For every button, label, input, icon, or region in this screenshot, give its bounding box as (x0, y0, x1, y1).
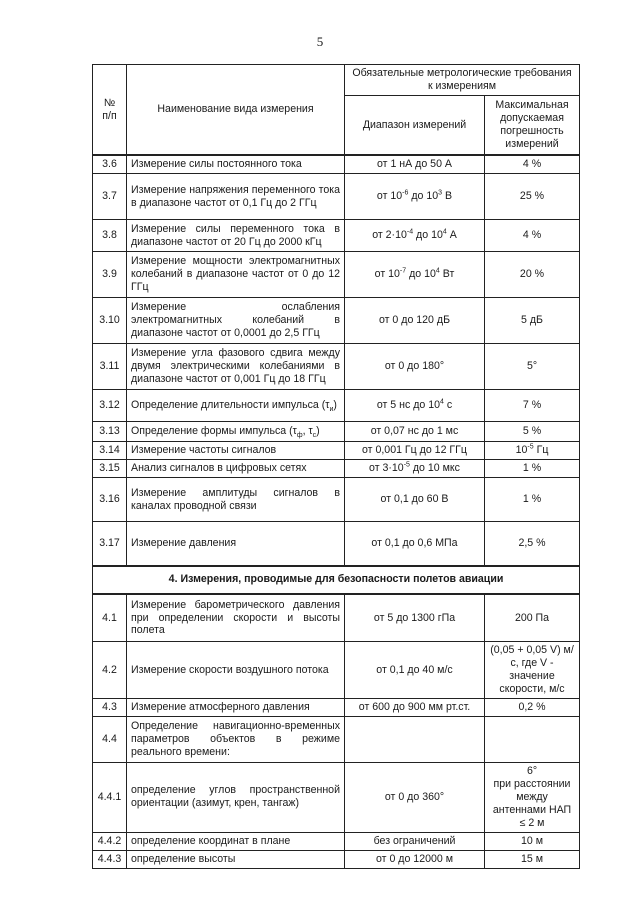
row-range: от $3\cdot 10^{-5}$ до 10 мкс (345, 460, 485, 478)
row-error (485, 716, 580, 762)
table-row (93, 478, 580, 522)
row-range: от 0 до 120 дБ (345, 298, 485, 344)
table-row (93, 716, 580, 762)
table-row (93, 594, 580, 642)
table-row (93, 762, 580, 832)
row-num: 3.13 (93, 422, 127, 442)
table-row (93, 390, 580, 422)
row-range: от 0 до 360° (345, 762, 485, 832)
table-row (93, 832, 580, 850)
row-error: 1 % (485, 460, 580, 478)
row-range: от 5 нс до $10^4$ с (345, 390, 485, 422)
row-range: от $10^{-7}$ до $10^4$ Вт (345, 252, 485, 298)
table-row (93, 155, 580, 173)
row-error: 6° при расстоянии между антеннами НАП ≤ 2 м (485, 762, 580, 832)
table-row (93, 698, 580, 716)
row-error: 200 Па (485, 594, 580, 642)
header-name: Наименование вида измерения (127, 65, 345, 156)
table-row (93, 220, 580, 252)
table-row (93, 422, 580, 442)
row-num: 4.2 (93, 642, 127, 699)
row-error: 5 % (485, 422, 580, 442)
row-name: Измерение угла фазового сдвига между двумя электрическими колебаниями в диапазоне частот от 0,001 Гц до 18 ГГц (127, 344, 345, 390)
row-name: Определение длительности импульса $(\tau_и)$ (127, 390, 345, 422)
row-range: без ограничений (345, 832, 485, 850)
table-row (93, 174, 580, 220)
row-num: 3.10 (93, 298, 127, 344)
row-error: 5 дБ (485, 298, 580, 344)
row-range: от 600 до 900 мм рт.ст. (345, 698, 485, 716)
row-name: Измерение мощности электромагнитных колебаний в диапазоне частот от 0 до 12 ГГц (127, 252, 345, 298)
row-error: 0,2 % (485, 698, 580, 716)
row-name: Измерение напряжения переменного тока в диапазоне частот от 0,1 Гц до 2 ГГц (127, 174, 345, 220)
row-range: от 0,1 до 60 В (345, 478, 485, 522)
row-num: 4.1 (93, 594, 127, 642)
row-error: 25 % (485, 174, 580, 220)
header-error: Максимальная допускаемая погрешность измерений (485, 95, 580, 155)
row-error: 1 % (485, 478, 580, 522)
row-error: 7 % (485, 390, 580, 422)
measurements-table (92, 64, 580, 869)
row-name: Измерение частоты сигналов (127, 442, 345, 460)
section-header (93, 566, 580, 594)
header-num: № п/п (93, 65, 127, 156)
row-name: определение координат в плане (127, 832, 345, 850)
row-num: 3.14 (93, 442, 127, 460)
row-range (345, 716, 485, 762)
table-row (93, 344, 580, 390)
row-num: 4.4.1 (93, 762, 127, 832)
row-name: Измерение амплитуды сигналов в каналах проводной связи (127, 478, 345, 522)
row-error: 20 % (485, 252, 580, 298)
table-row (93, 522, 580, 566)
row-range: от 0,1 до 40 м/с (345, 642, 485, 699)
row-num: 3.15 (93, 460, 127, 478)
row-num: 3.6 (93, 155, 127, 173)
row-range: от 0,07 нс до 1 мс (345, 422, 485, 442)
row-num: 4.3 (93, 698, 127, 716)
row-name: Определение навигационно-временных параметров объектов в режиме реального времени: (127, 716, 345, 762)
row-num: 3.16 (93, 478, 127, 522)
row-error: 4 % (485, 220, 580, 252)
row-range: от 5 до 1300 гПа (345, 594, 485, 642)
row-range: от $10^{-6}$ до $10^3$ В (345, 174, 485, 220)
row-name: Измерение ослабления электромагнитных колебаний в диапазоне частот от 0,0001 до 2,5 ГГц (127, 298, 345, 344)
row-error: $10^{-5}$ Гц (485, 442, 580, 460)
table-row (93, 252, 580, 298)
row-num: 3.17 (93, 522, 127, 566)
row-error: 2,5 % (485, 522, 580, 566)
row-range: от 1 нА до 50 А (345, 155, 485, 173)
row-num: 3.11 (93, 344, 127, 390)
row-error: 10 м (485, 832, 580, 850)
table-row (93, 642, 580, 699)
header-range: Диапазон измерений (345, 95, 485, 155)
table-row (93, 460, 580, 478)
row-name: Анализ сигналов в цифровых сетях (127, 460, 345, 478)
row-range: от $2\cdot 10^{-4}$ до $10^4$ А (345, 220, 485, 252)
row-error: 15 м (485, 850, 580, 868)
row-range: от 0,1 до 0,6 МПа (345, 522, 485, 566)
row-name: определение углов пространственной ориентации (азимут, крен, тангаж) (127, 762, 345, 832)
table-row (93, 850, 580, 868)
row-name: Измерение барометрического давления при определении скорости и высоты полета (127, 594, 345, 642)
row-range: от 0 до 12000 м (345, 850, 485, 868)
page-number: 5 (316, 34, 324, 49)
row-range: от 0 до 180° (345, 344, 485, 390)
row-name: Измерение скорости воздушного потока (127, 642, 345, 699)
table-row (93, 442, 580, 460)
row-name: Измерение силы переменного тока в диапазоне частот от 20 Гц до 2000 кГц (127, 220, 345, 252)
row-error: 4 % (485, 155, 580, 173)
table-row (93, 298, 580, 344)
row-num: 4.4 (93, 716, 127, 762)
row-name: Измерение атмосферного давления (127, 698, 345, 716)
row-range: от 0,001 Гц до 12 ГГц (345, 442, 485, 460)
row-name: Измерение давления (127, 522, 345, 566)
row-name: Измерение силы постоянного тока (127, 155, 345, 173)
header-requirements: Обязательные метрологические требования к измерениям (345, 65, 580, 96)
section-title: 4. Измерения, проводимые для безопасности полетов авиации (93, 566, 580, 594)
row-num: 3.12 (93, 390, 127, 422)
row-error: 5° (485, 344, 580, 390)
row-name: определение высоты (127, 850, 345, 868)
row-num: 3.8 (93, 220, 127, 252)
row-num: 4.4.3 (93, 850, 127, 868)
row-num: 3.7 (93, 174, 127, 220)
row-name: Определение формы импульса ($\tau_ф$, $\tau_с$) (127, 422, 345, 442)
row-num: 4.4.2 (93, 832, 127, 850)
row-error: (0,05 + 0,05 V) м/с, где V - значение скорости, м/с (485, 642, 580, 699)
row-num: 3.9 (93, 252, 127, 298)
